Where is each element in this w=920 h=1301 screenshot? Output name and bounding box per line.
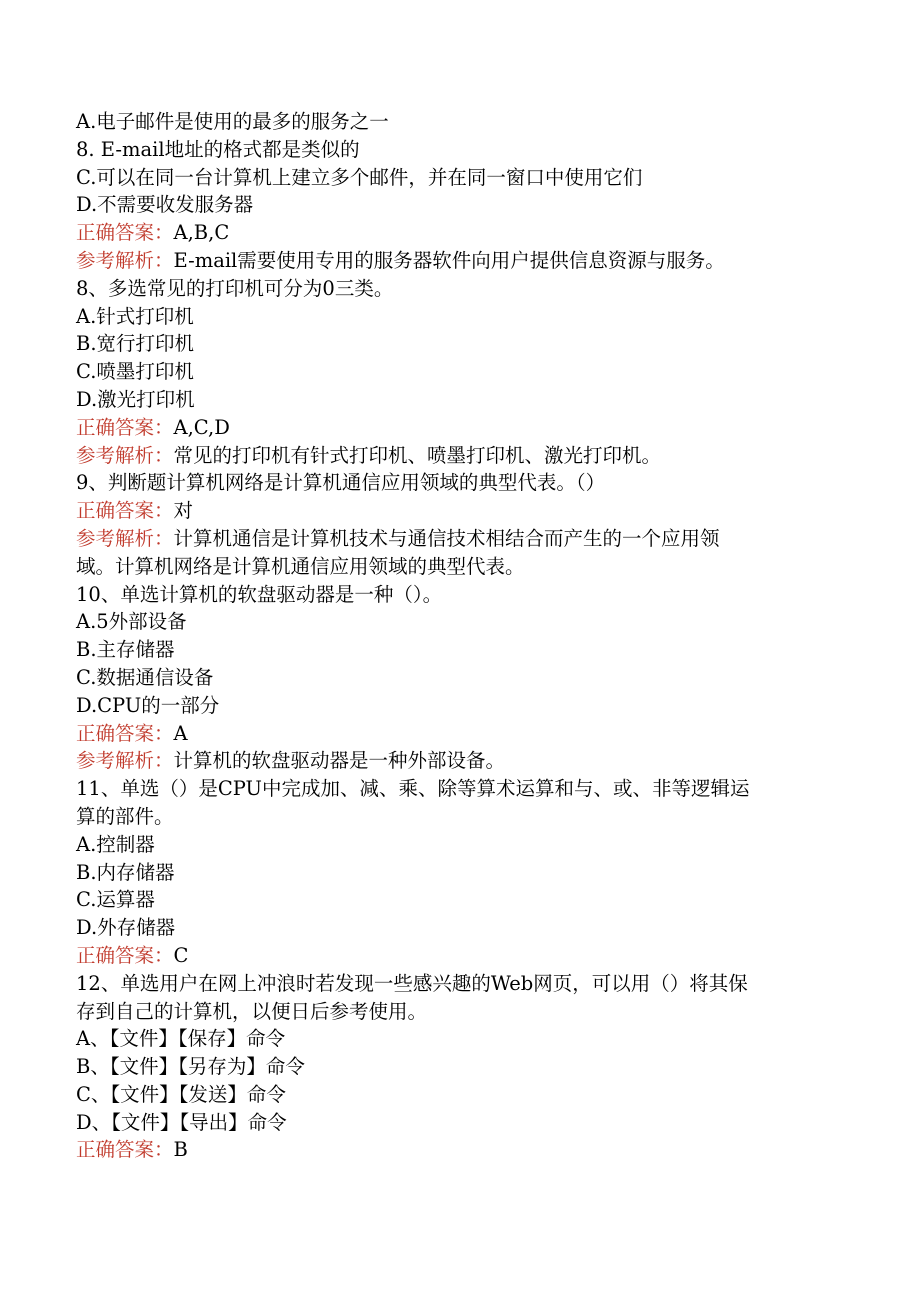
option-b: B.宽行打印机 [76, 332, 195, 356]
option-d: D.外存储器 [76, 916, 176, 940]
option-d: D.CPU的一部分 [76, 693, 220, 717]
answer-line [76, 219, 820, 247]
question-stem: 8、多选常见的打印机可分为0三类。 [76, 276, 394, 300]
option-c: C.数据通信设备 [76, 665, 214, 689]
explanation-label: 参考解析： [76, 526, 174, 550]
question-stem: 9、判断题计算机网络是计算机通信应用领域的典型代表。（） [76, 471, 606, 495]
option-b: B.主存储器 [76, 638, 175, 662]
answer-line [76, 942, 820, 970]
option-a: A、【文件】【保存】命令 [76, 1027, 286, 1051]
explanation-text: 计算机的软盘驱动器是一种外部设备。 [173, 749, 506, 773]
explanation-line [76, 747, 820, 775]
explanation-line [76, 247, 820, 275]
question-stem-continuation: 存到自己的计算机，以便日后参考使用。 [76, 999, 428, 1023]
answer-line [76, 1136, 820, 1164]
explanation-label: 参考解析： [76, 443, 174, 467]
explanation-line [76, 442, 820, 470]
explanation-text: 常见的打印机有针式打印机、喷墨打印机、激光打印机。 [173, 443, 662, 467]
explanation-label: 参考解析： [76, 248, 174, 272]
answer-label: 正确答案： [76, 721, 174, 745]
answer-value: A,C,D [173, 415, 230, 439]
answer-label: 正确答案： [76, 221, 174, 245]
answer-label: 正确答案： [76, 499, 174, 523]
option-a: A.5外部设备 [76, 610, 187, 634]
answer-label: 正确答案： [76, 943, 174, 967]
option-c: C、【文件】【发送】命令 [76, 1082, 286, 1106]
option-d: D.不需要收发服务器 [76, 193, 254, 217]
explanation-text: 计算机通信是计算机技术与通信技术相结合而产生的一个应用领 [173, 526, 720, 550]
answer-value: A [173, 721, 188, 745]
question-stem-continuation: 算的部件。 [76, 804, 174, 828]
option-d: D.激光打印机 [76, 387, 195, 411]
answer-value: C [173, 943, 189, 967]
explanation-text: E-mail需要使用专用的服务器软件向用户提供信息资源与服务。 [173, 248, 725, 272]
answer-value: 对 [173, 499, 194, 523]
answer-line [76, 720, 820, 748]
option-c: C.运算器 [76, 888, 155, 912]
explanation-label: 参考解析： [76, 749, 174, 773]
option-b: B、【文件】【另存为】命令 [76, 1055, 305, 1079]
explanation-continuation: 域。计算机网络是计算机通信应用领域的典型代表。 [76, 554, 525, 578]
option-a: A.电子邮件是使用的最多的服务之一 [76, 110, 389, 133]
option-c: C.可以在同一台计算机上建立多个邮件，并在同一窗口中使用它们 [76, 165, 643, 189]
question-stem: 12、单选用户在网上冲浪时若发现一些感兴趣的Web网页，可以用（）将其保 [76, 971, 748, 995]
option-d: D、【文件】【导出】命令 [76, 1110, 287, 1134]
document-body [76, 108, 820, 1164]
answer-value: B [173, 1138, 188, 1162]
answer-line [76, 497, 820, 525]
question-stem: 11、单选（）是CPU中完成加、减、乘、除等算术运算和与、或、非等逻辑运 [76, 777, 750, 801]
option-c: C.喷墨打印机 [76, 360, 194, 384]
answer-line [76, 414, 820, 442]
answer-label: 正确答案： [76, 1138, 174, 1162]
answer-value: A,B,C [173, 221, 230, 245]
option-a: A.控制器 [76, 832, 155, 856]
explanation-line [76, 525, 820, 553]
option-b: 8. E-mail地址的格式都是类似的 [76, 137, 360, 161]
answer-label: 正确答案： [76, 415, 174, 439]
option-a: A.针式打印机 [76, 304, 194, 328]
question-stem: 10、单选计算机的软盘驱动器是一种（）。 [76, 582, 443, 606]
option-b: B.内存储器 [76, 860, 175, 884]
